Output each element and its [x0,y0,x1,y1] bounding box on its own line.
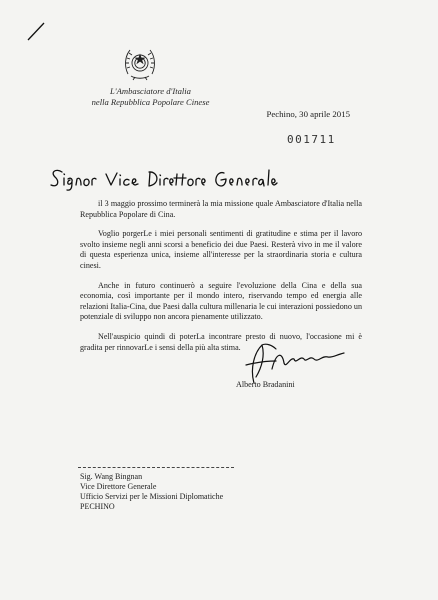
recipient-office: Ufficio Servizi per le Missioni Diplomatiche [80,492,224,501]
handwritten-salutation [48,164,278,194]
letterhead-line-1: L'Ambasciatore d'Italia [110,86,191,96]
letter-date: Pechino, 30 aprile 2015 [266,109,350,119]
letter-body [80,199,362,362]
recipient-address [80,472,223,512]
body-paragraph-3: Anche in futuro continuerò a seguire l'evoluzione della Cina e della sua economia, così importante per il mondo intero, riservando tempo ed energia alle relazioni Italia-Cina, due Paesi dalla cultura millenaria le cui interazioni possiedono un potenziale di sviluppo non ancora pienamente utilizzato. [80,280,362,322]
recipient-city: PECHINO [80,502,115,511]
body-paragraph-4: Nell'auspicio quindi di poterLa incontrare presto di nuovo, l'occasione mi è gradita per rinnovarLe i sensi della più alta stima. [80,331,362,352]
letterhead [88,86,213,108]
recipient-name: Sig. Wang Bingnan [80,472,143,481]
recipient-title: Vice Direttore Generale [80,482,157,491]
italian-republic-emblem-icon [123,44,157,82]
address-divider [78,467,234,468]
corner-slash-mark-icon [26,20,48,42]
body-paragraph-2: Voglio porgerLe i miei personali sentimenti di gratitudine e stima per il lavoro svolto insieme negli anni scorsi a beneficio dei due Paesi. Resterà vivo in me il valore di questa esperienza unica, insieme all'interesse per la straordinaria storia e cultura cinesi. [80,229,362,270]
protocol-number: 001711 [287,133,336,146]
body-paragraph-1: il 3 maggio prossimo terminerà la mia missione quale Ambasciatore d'Italia nella Repubblica Popolare di Cina. [80,199,362,219]
letterhead-line-2: nella Repubblica Popolare Cinese [91,97,210,107]
signatory-name: Alberto Bradanini [236,380,295,389]
